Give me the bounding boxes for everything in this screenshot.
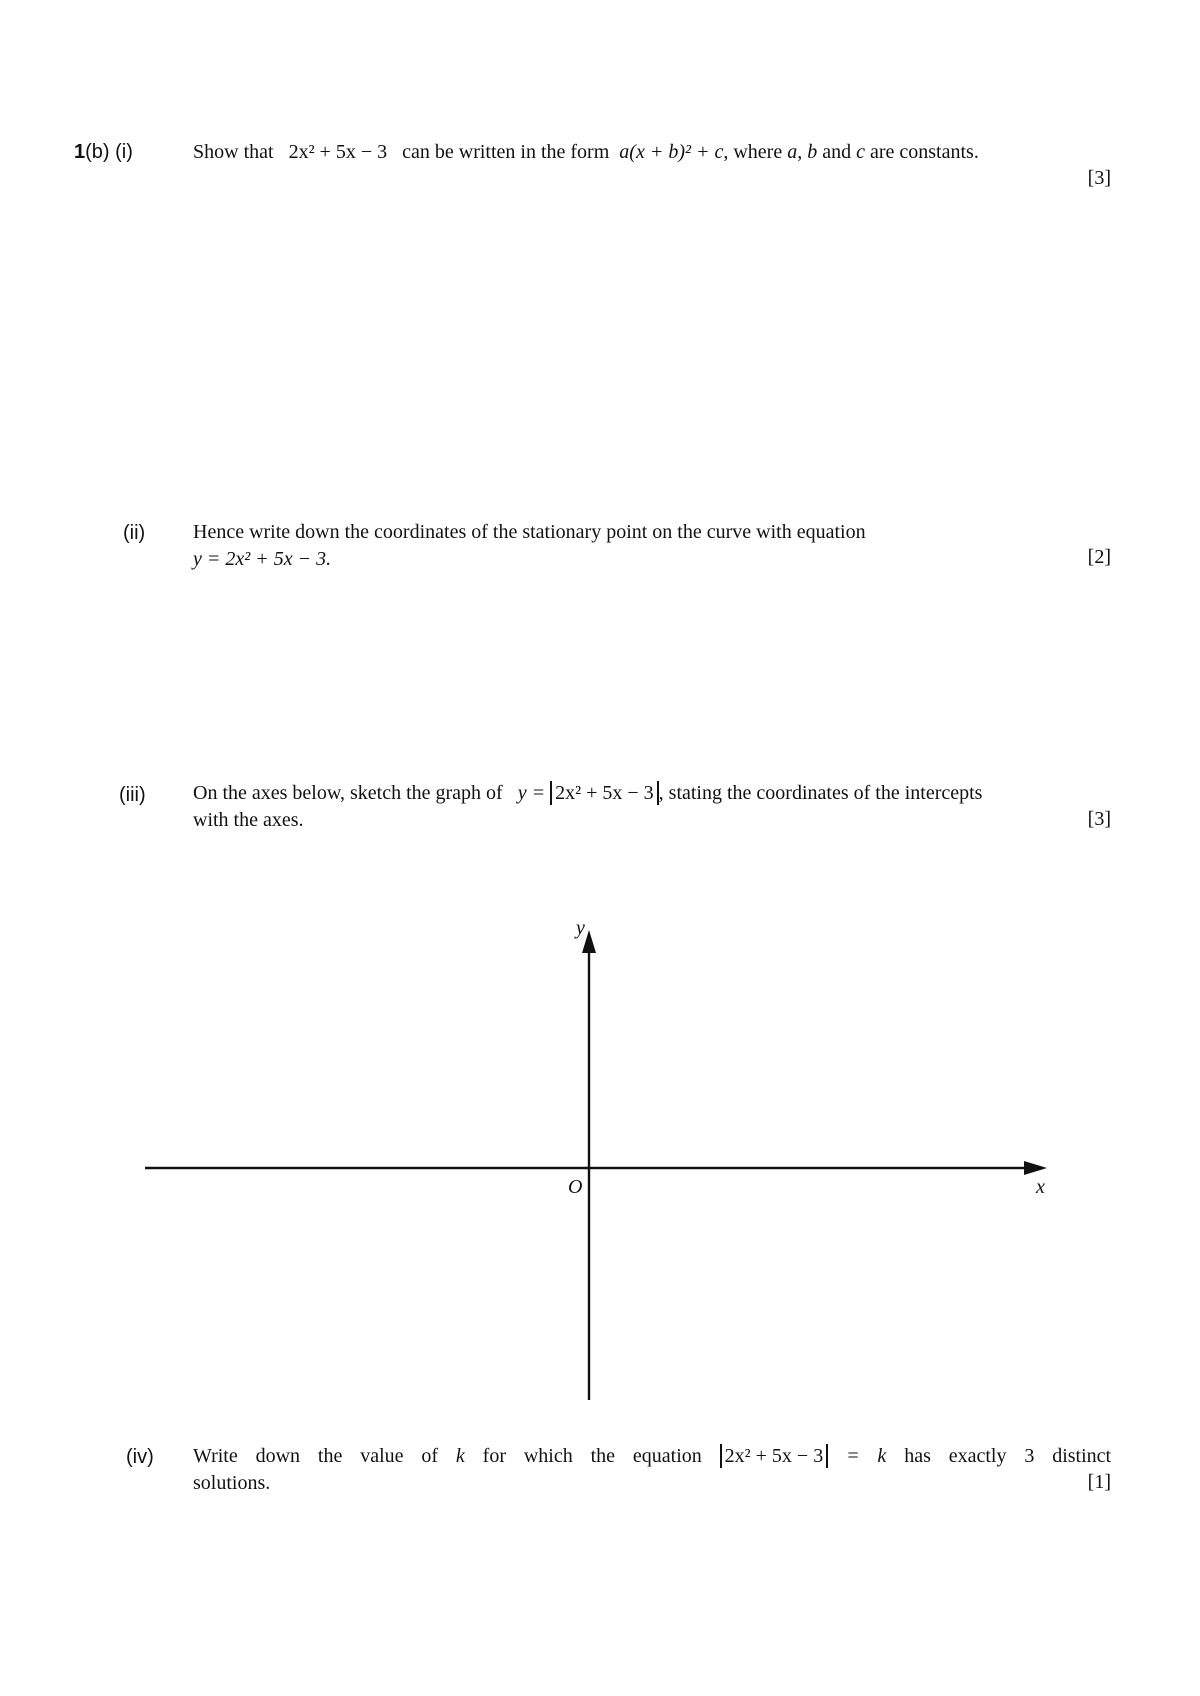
completed-square-form: a(x + b)² + c [619,141,724,163]
text-and: and [822,141,852,163]
question-b-iv-line1 [193,1443,1111,1470]
text-on-the-axes: On the axes below, sketch the graph of [193,782,503,804]
question-number: 1 [74,141,86,163]
var-b: b [807,141,818,163]
absolute-value-expression: 2x² + 5x − 3 [550,781,659,805]
x-axis-arrowhead [1024,1161,1047,1175]
question-b-iv-text [193,1443,1111,1497]
var-c: c [856,141,865,163]
origin-label: O [568,1176,583,1198]
question-b-iv-line2: solutions. [193,1472,271,1494]
equation-iv [720,1445,887,1467]
question-label-b-iv: (iv) [126,1446,154,1468]
question-b-iii-line2: with the axes. [193,809,304,831]
x-axis-label: x [1036,1176,1045,1198]
question-b-ii-line1: Hence write down the coordinates of the stationary point on the curve with equation [193,521,866,543]
mark-b-iii: [3] [1087,808,1111,830]
text-show-that: Show that [193,141,274,163]
text-where: , where [723,141,783,163]
text-are-constants: are constants. [869,141,979,163]
text-for-which: for which the equation [482,1445,702,1467]
mark-b-i: [3] [1087,167,1111,189]
mark-b-iv: [1] [1087,1471,1111,1493]
expression: 2x² + 5x − 3 [288,141,388,163]
question-b-i-text: Show that 2x² + 5x − 3 can be written in the form a(x + b)² + c, where a, b and c are constants. [193,141,979,163]
y-axis-label: y [576,917,585,939]
part-label: (b) (i) [85,141,133,163]
var-k: k [455,1445,465,1467]
equation-lhs: y = [517,782,546,804]
text-stating-intercepts: , stating the coordinates of the intercepts [658,782,983,804]
absolute-value-expression-iv: 2x² + 5x − 3 [720,1444,829,1468]
question-label-b-ii: (ii) [123,522,146,544]
var-a: a [787,141,798,163]
equation-rhs: = k [846,1445,887,1467]
question-b-ii-equation: y = 2x² + 5x − 3. [193,548,332,570]
question-label-b-iii: (iii) [119,784,146,806]
text-write-down: Write down the value of [193,1445,439,1467]
text-has-exactly: has exactly 3 distinct [904,1445,1112,1467]
mark-b-ii: [2] [1087,546,1111,568]
text-can-be-written: can be written in the form [402,141,610,163]
